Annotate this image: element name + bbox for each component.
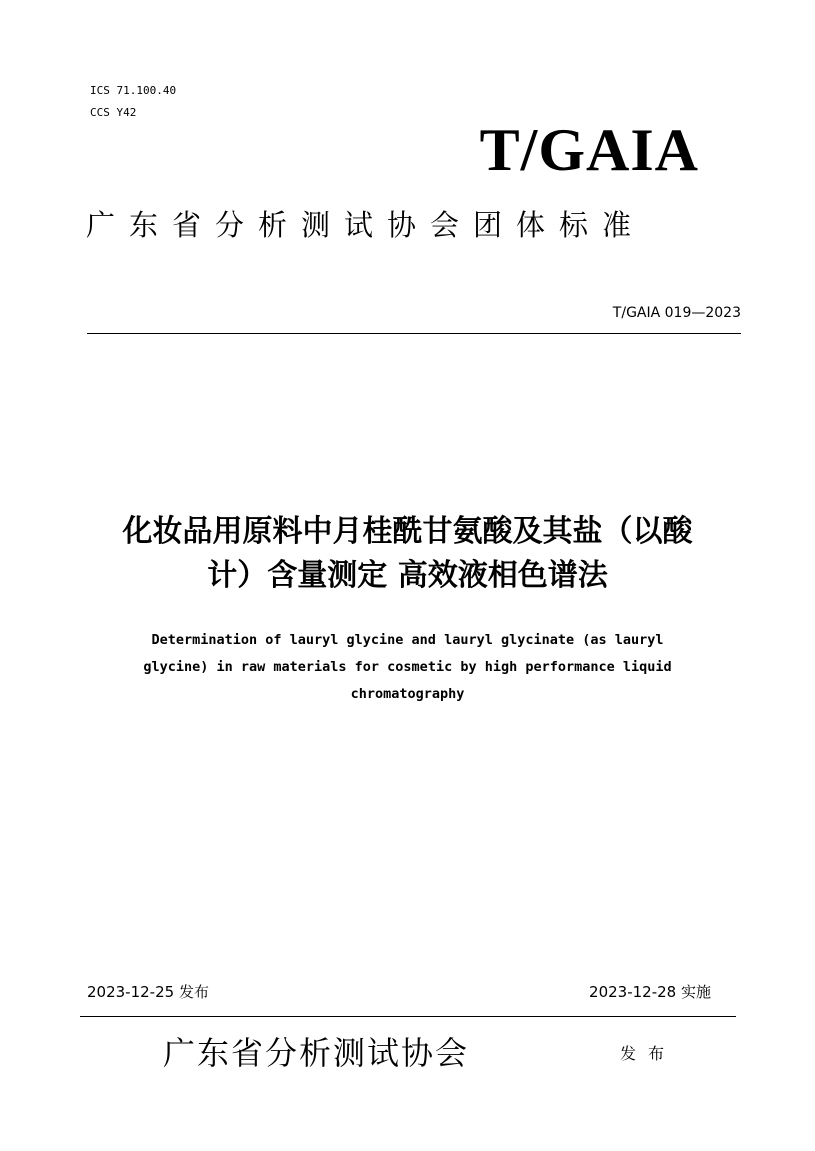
publish-label: 发布 xyxy=(620,1044,677,1063)
english-title-line-1: Determination of lauryl glycine and lauryl glycinate (as lauryl xyxy=(151,632,664,648)
implementation-date: 2023-12-28 实施 xyxy=(589,983,711,1001)
chinese-title xyxy=(40,510,775,598)
standard-number: T/GAIA 019—2023 xyxy=(612,305,741,321)
publish-date: 2023-12-25 发布 xyxy=(87,983,209,1001)
ics-code: ICS 71.100.40 xyxy=(90,84,177,97)
publisher-name: 广东省分析测试协会 xyxy=(163,1034,470,1072)
classification-codes xyxy=(90,80,176,124)
organization-code: T/GAIA xyxy=(479,117,699,183)
english-title xyxy=(60,627,755,708)
english-title-line-3: chromatography xyxy=(350,686,465,702)
standard-type-heading: 广东省分析测试协会团体标准 xyxy=(86,208,646,242)
chinese-title-line-1: 化妆品用原料中月桂酰甘氨酸及其盐（以酸 xyxy=(122,514,693,549)
footer-divider xyxy=(80,1016,736,1017)
header-divider xyxy=(87,333,741,334)
english-title-line-2: glycine) in raw materials for cosmetic by high performance liquid xyxy=(143,659,672,675)
ccs-code: CCS Y42 xyxy=(90,106,137,119)
chinese-title-line-2: 计）含量测定 高效液相色谱法 xyxy=(207,558,608,593)
